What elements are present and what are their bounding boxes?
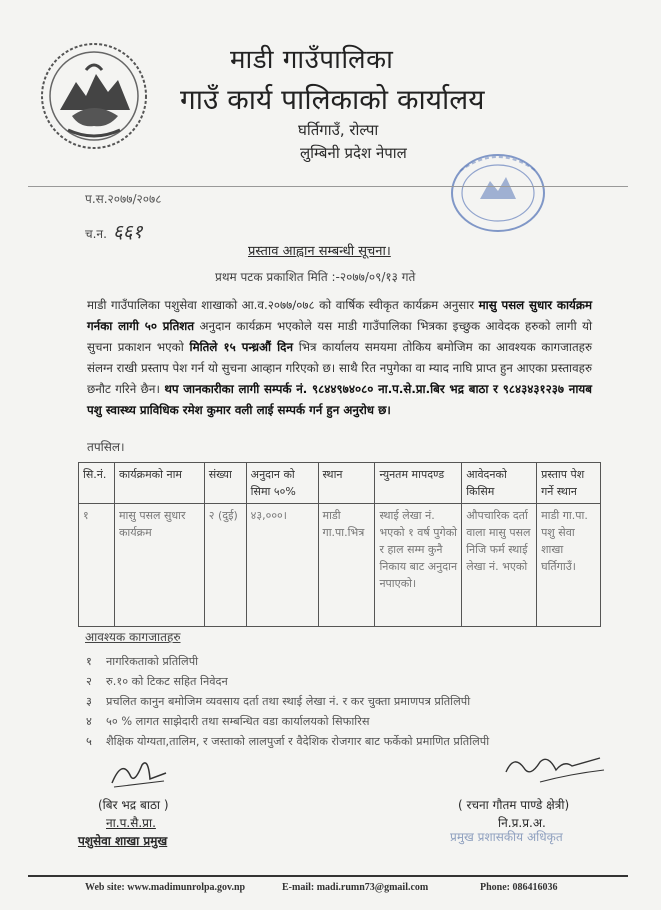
left-signature-icon <box>104 755 174 791</box>
table-header-row <box>79 463 601 504</box>
documents-heading: आवश्यक कागजातहरु <box>85 630 181 644</box>
footer-email: E-mail: madi.rumn73@gmail.com <box>282 882 429 893</box>
col-grant-limit: अनुदान को सिमा ५०% <box>246 463 318 504</box>
list-item-text: प्रचलित कानुन बमोजिम व्यवसाय दर्ता तथा स्थाई लेखा नं. र कर चुक्ता प्रमाणपत्र प्रतिलिपी <box>106 695 471 708</box>
cell-application-type: औपचारिक दर्ता वाला मासु पसल निजि फर्म स्थाई लेखा नं. भएको <box>462 504 537 627</box>
body-bold-2: मितिले १५ पन्ध्रऔं दिन <box>189 340 293 354</box>
documents-list <box>86 652 606 752</box>
cell-minimum-criteria: स्थाई लेखा नं. भएको १ वर्ष पुगेको र हाल सम्म कुनै निकाय बाट अनुदान नपाएको। <box>375 504 462 627</box>
list-item-number: ३ <box>86 695 92 708</box>
body-bold-3: थप जानकारीका लागी सम्पर्क नं. ९८४४९७४०८० ना.प.से.प्रा.बिर भद्र बाठा र ९८४३४३१२३७ नायब पशु स्वास्थ्य प्राविधिक रमेश कुमार वली लाई सम्पर्क गर्न हुन अनुरोध छ। <box>87 382 592 417</box>
col-program-name: कार्यक्रमको नाम <box>114 463 204 504</box>
nepal-emblem-icon <box>38 40 150 152</box>
dispatch-number-value: ६६१ <box>112 221 143 243</box>
cell-count: २ (दुई) <box>204 504 246 627</box>
list-item-text: नागरिकताको प्रतिलिपी <box>106 655 199 668</box>
right-signatory-designation: नि.प्र.प्र.अ. <box>498 816 546 830</box>
program-table <box>78 462 601 627</box>
notice-subject: प्रस्ताव आह्वान सम्बन्धी सूचना। <box>248 244 391 259</box>
address-line-1: घर्तिगाउँ, रोल्पा <box>298 121 379 139</box>
footer-divider <box>28 875 628 877</box>
cell-location: माडी गा.पा.भित्र <box>318 504 375 627</box>
list-item-text: ५० % लागत साझेदारी तथा सम्बन्धित वडा कार्यालयको सिफारिस <box>106 715 370 728</box>
body-text-3: भित्र कार्यालय समयमा तोकिय बमोजिम का आवश्यक कागजातहरु संलग्न राखी प्रस्ताप पेश गर्न यो सुचना आव्हान गरिएको छ। साथै रित नपुगेका वा म्याद नाघि प्राप्त हुन आएका प्रस्तावहरु छनौट गरिने छैन। <box>87 340 593 396</box>
body-text-1: माडी गाउँपालिका पशुसेवा शाखाको आ.व.२०७७/०७८ को वार्षिक स्वीकृत कार्यक्रम अनुसार <box>87 298 479 312</box>
table-row <box>79 504 601 627</box>
left-signatory-name: (बिर भद्र बाठा ) <box>98 798 169 812</box>
address-line-2: लुम्बिनी प्रदेश नेपाल <box>300 144 407 162</box>
left-signatory-department: पशुसेवा शाखा प्रमुख <box>78 834 168 848</box>
fiscal-year-ref: प.स.२०७७/२०७८ <box>85 192 162 206</box>
header-divider <box>28 186 628 187</box>
right-signatory-stamp: प्रमुख प्रशासकीय अधिकृत <box>450 830 563 844</box>
list-item <box>86 712 606 732</box>
footer-website: Web site: www.madimunrolpa.gov.np <box>85 882 246 893</box>
body-text-2: अनुदान कार्यक्रम भएकोले यस माडी गाउँपालिका भित्रका इच्छुक आवेदक हरुको लागी यो सुचना प्रकाशन भएको <box>87 319 592 354</box>
list-item-text: शैक्षिक योग्यता,तालिम, र जस्ताको लालपुर्जा र वैदेशिक रोजगार बाट फर्केको प्रमाणित प्रतिलिपी <box>106 735 490 748</box>
body-bold-1: मासु पसल सुधार कार्यक्रम गर्नका लागी ५० प्रतिशत <box>87 298 592 333</box>
list-item-number: ४ <box>86 715 92 728</box>
list-item-number: २ <box>86 675 92 688</box>
col-location: स्थान <box>318 463 375 504</box>
annex-label: तपसिल। <box>87 440 125 454</box>
cell-serial: १ <box>79 504 115 627</box>
left-signatory-designation: ना.प.सै.प्रा. <box>106 816 156 830</box>
list-item-number: १ <box>86 655 92 668</box>
right-signatory-name: ( रचना गौतम पाण्डे क्षेत्री) <box>458 798 570 812</box>
footer-phone: Phone: 086416036 <box>480 882 558 893</box>
list-item-text: रु.१० को टिकट सहित निवेदन <box>106 675 228 688</box>
col-minimum-criteria: न्युनतम मापदण्ड <box>375 463 462 504</box>
col-serial: सि.नं. <box>79 463 115 504</box>
cell-grant-limit: ४३,०००। <box>246 504 318 627</box>
list-item <box>86 672 606 692</box>
cell-program-name: मासु पसल सुधार कार्यक्रम <box>114 504 204 627</box>
dispatch-number <box>85 218 143 244</box>
cell-submission-place: माडी गा.पा. पशु सेवा शाखा घर्तिगाउँ। <box>537 504 601 627</box>
right-signature-icon <box>500 748 610 788</box>
office-name: गाउँ कार्य पालिकाको कार्यालय <box>180 83 485 116</box>
list-item-number: ५ <box>86 735 92 748</box>
col-count: संख्या <box>204 463 246 504</box>
notice-body <box>87 295 592 421</box>
list-item <box>86 692 606 712</box>
municipality-name: माडी गाउँपालिका <box>230 45 394 75</box>
list-item <box>86 652 606 672</box>
col-submission-place: प्रस्ताप पेश गर्ने स्थान <box>537 463 601 504</box>
dispatch-label: च.न. <box>85 227 107 241</box>
col-application-type: आवेदनको किसिम <box>462 463 537 504</box>
published-date: प्रथम पटक प्रकाशित मिति :-२०७७/०९/१३ गते <box>215 270 416 284</box>
office-seal-icon <box>440 143 556 243</box>
